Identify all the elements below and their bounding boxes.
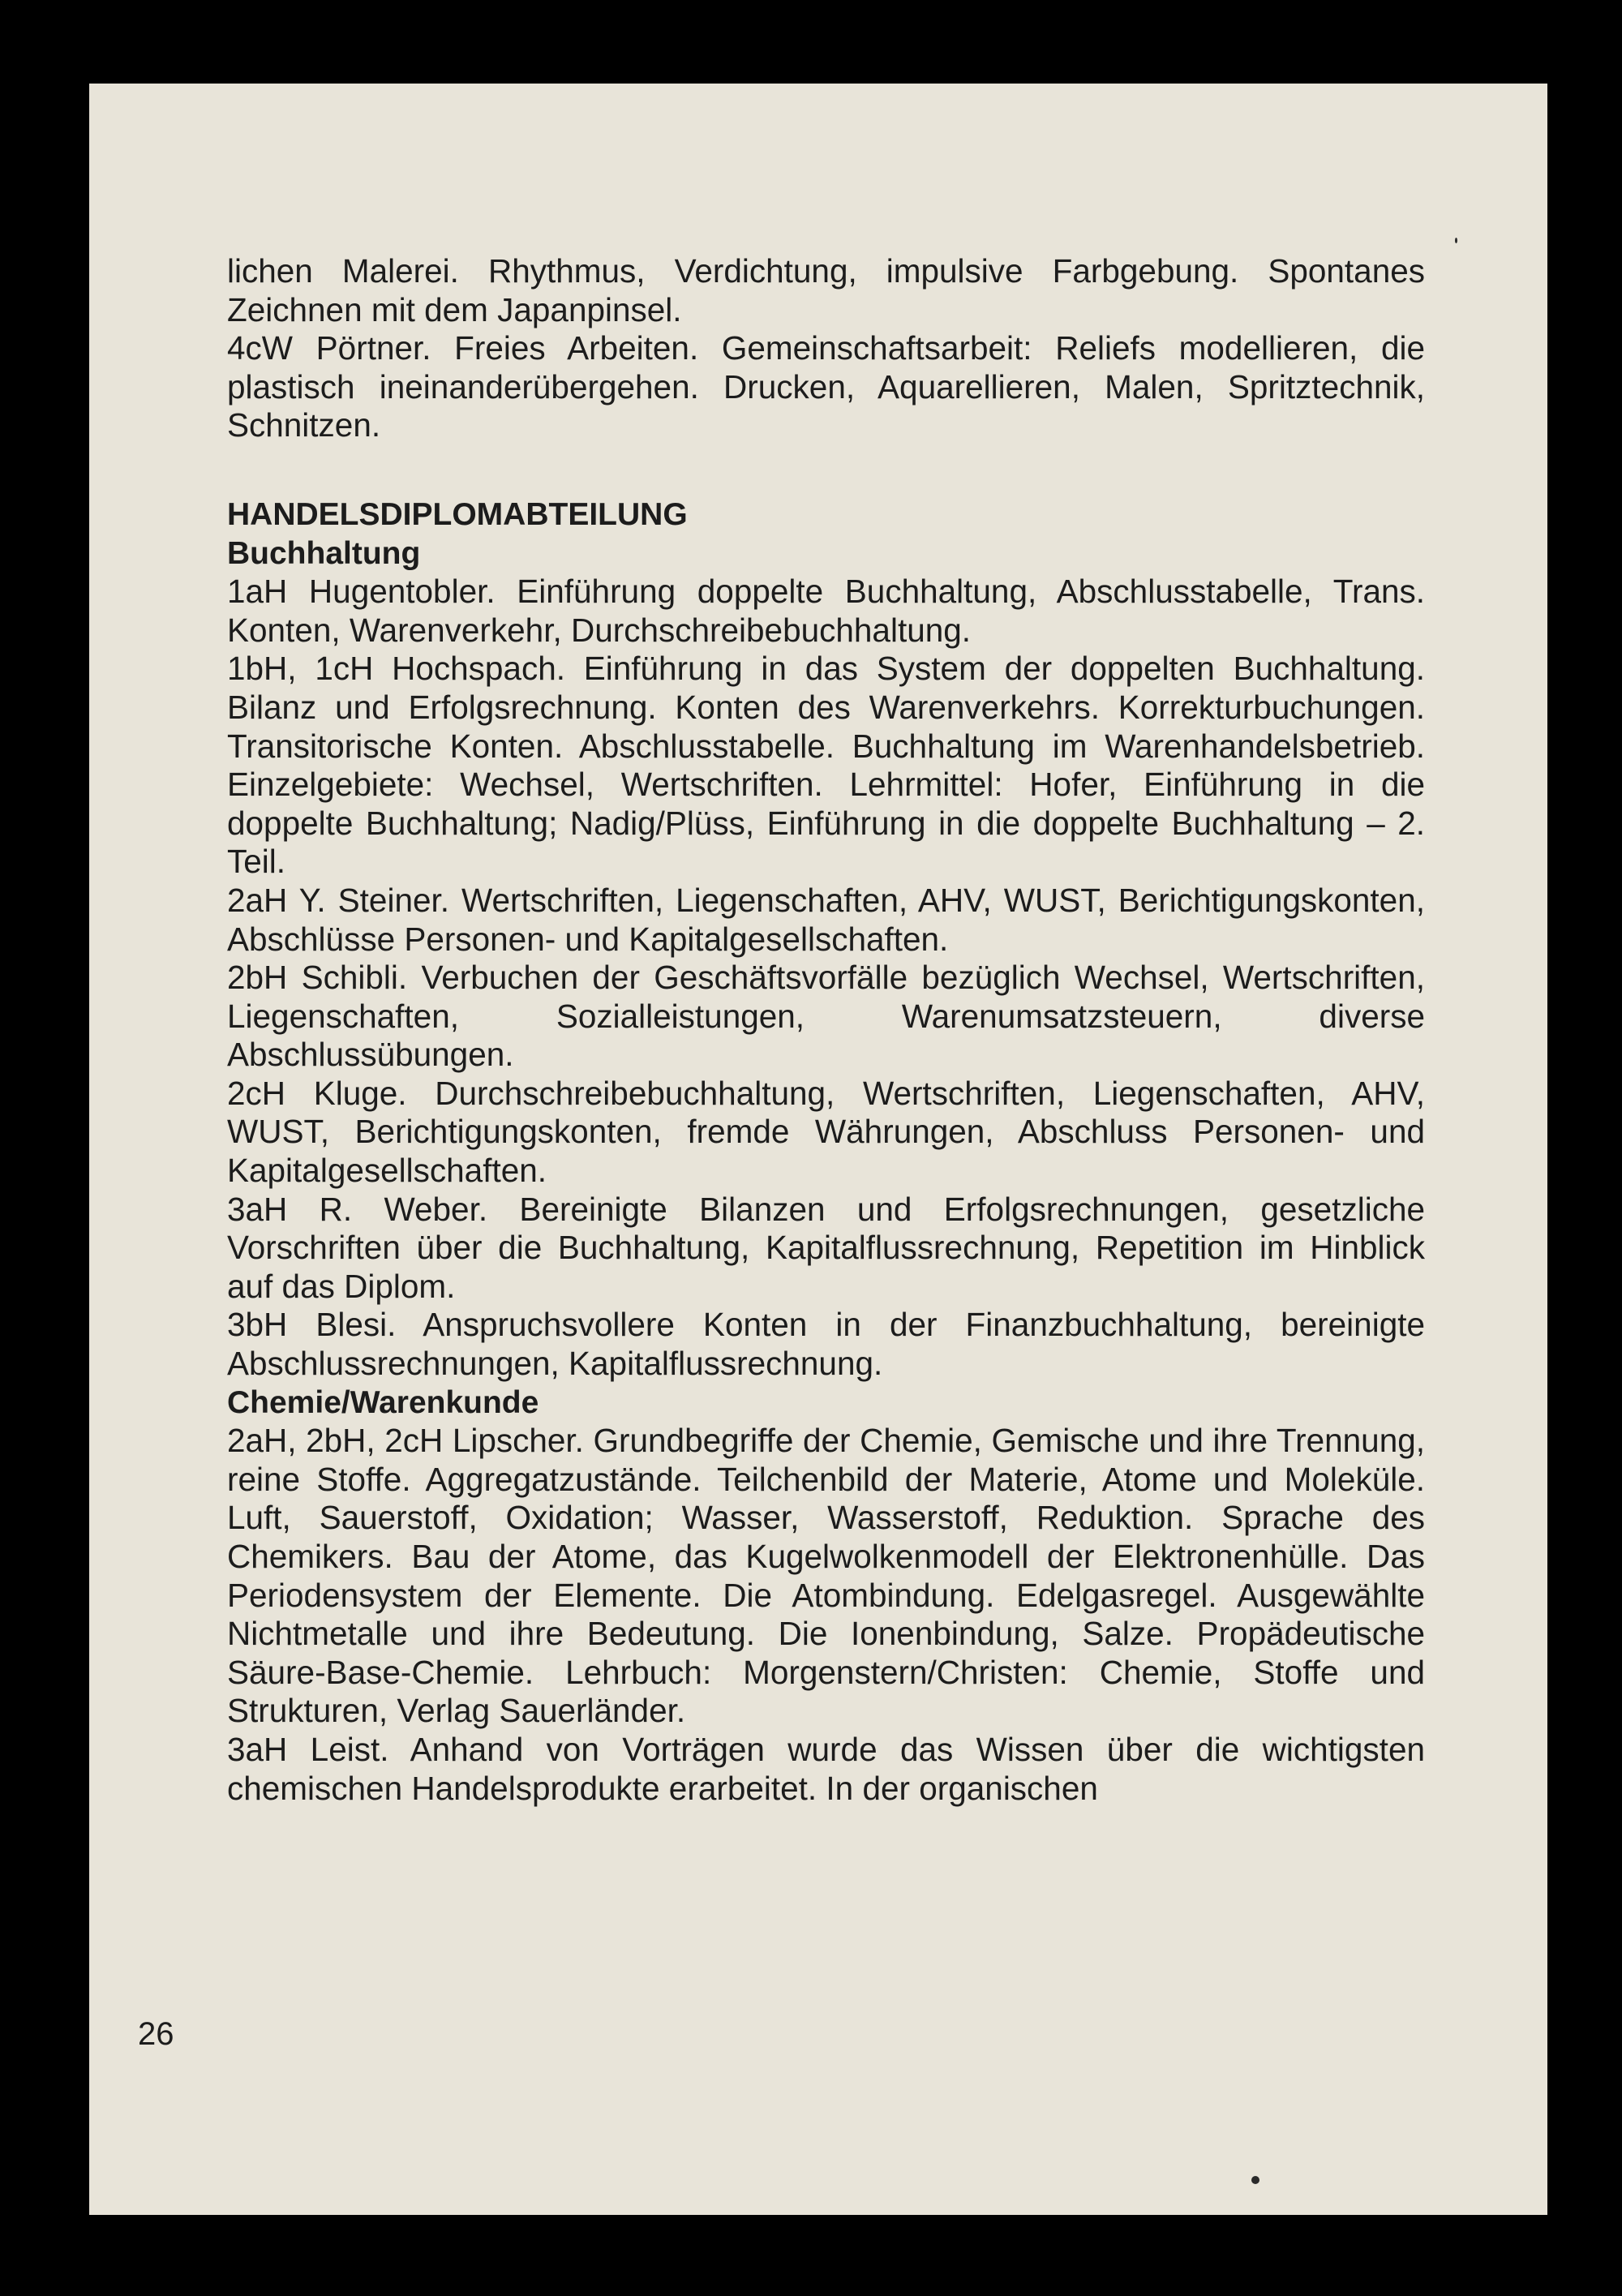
course-paragraph: 1bH, 1cH Hochspach. Einführung in das System der doppelten Buchhaltung. Bilanz und Erfolgsrechnung. Konten des Warenverkehrs. Korrekturbuchungen. Transitorische Konten. Abschlusstabelle. Buchhaltung im Warenhandelsbetrieb. Einzelgebiete: Wechsel, Wertschriften. Lehrmittel: Hofer, Einführung in die doppelte Buchhaltung; Nadig/Plüss, Einführung in die doppelte Buchhaltung – 2. Teil.: [227, 650, 1425, 881]
subsection-title-chemie: Chemie/Warenkunde: [227, 1384, 539, 1420]
course-paragraph: 2aH, 2bH, 2cH Lipscher. Grundbegriffe der Chemie, Gemische und ihre Trennung, reine Stoffe. Aggregatzustände. Teilchenbild der Materie, Atome und Moleküle. Luft, Sauerstoff, Oxidation; Wasser, Wasserstoff, Reduktion. Sprache des Chemikers. Bau der Atome, das Kugelwolkenmodell der Elektronenhülle. Das Periodensystem der Elemente. Die Atombindung. Edelgasregel. Ausgewählte Nichtmetalle und ihre Bedeutung. Die Ionenbindung, Salze. Propädeutische Säure-Base-Chemie. Lehrbuch: Morgenstern/Christen: Chemie, Stoffe und Strukturen, Verlag Sauerländer.: [227, 1422, 1425, 1730]
intro-paragraph: 4cW Pörtner. Freies Arbeiten. Gemeinschaftsarbeit: Reliefs modellieren, die plastisch ineinanderübergehen. Drucken, Aquarellieren, Malen, Spritztechnik, Schnitzen.: [227, 329, 1425, 444]
page-number: 26: [138, 2016, 174, 2052]
course-paragraph: 2aH Y. Steiner. Wertschriften, Liegenschaften, AHV, WUST, Berichtigungskonten, Abschlüsse Personen- und Kapitalgesellschaften.: [227, 881, 1425, 958]
course-paragraph: 3bH Blesi. Anspruchsvollere Konten in der Finanzbuchhaltung, bereinigte Abschlussrechnungen, Kapitalflussrechnung.: [227, 1306, 1425, 1383]
intro-paragraph: lichen Malerei. Rhythmus, Verdichtung, impulsive Farbgebung. Spontanes Zeichnen mit dem Japanpinsel.: [227, 252, 1425, 328]
section-title: HANDELSDIPLOMABTEILUNG: [227, 496, 688, 532]
document-page: [89, 84, 1547, 2215]
page-content: [227, 252, 1425, 1808]
section-block: [227, 496, 1425, 1808]
subsection-title-buchhaltung: Buchhaltung: [227, 535, 421, 571]
course-paragraph: 3aH R. Weber. Bereinigte Bilanzen und Erfolgsrechnungen, gesetzliche Vorschriften über die Buchhaltung, Kapitalflussrechnung, Repetition im Hinblick auf das Diplom.: [227, 1190, 1425, 1305]
speck-mark: [1251, 2176, 1259, 2184]
course-paragraph: 3aH Leist. Anhand von Vorträgen wurde das Wissen über die wichtigsten chemischen Handelsprodukte erarbeitet. In der organischen: [227, 1730, 1425, 1807]
speck-mark: [1455, 238, 1457, 243]
course-paragraph: 1aH Hugentobler. Einführung doppelte Buchhaltung, Abschlusstabelle, Trans. Konten, Warenverkehr, Durchschreibebuchhaltung.: [227, 573, 1425, 649]
course-paragraph: 2bH Schibli. Verbuchen der Geschäftsvorfälle bezüglich Wechsel, Wertschriften, Liegenschaften, Sozialleistungen, Warenumsatzsteuern, diverse Abschlussübungen.: [227, 959, 1425, 1074]
course-paragraph: 2cH Kluge. Durchschreibebuchhaltung, Wertschriften, Liegenschaften, AHV, WUST, Berichtigungskonten, fremde Währungen, Abschluss Personen- und Kapitalgesellschaften.: [227, 1074, 1425, 1190]
